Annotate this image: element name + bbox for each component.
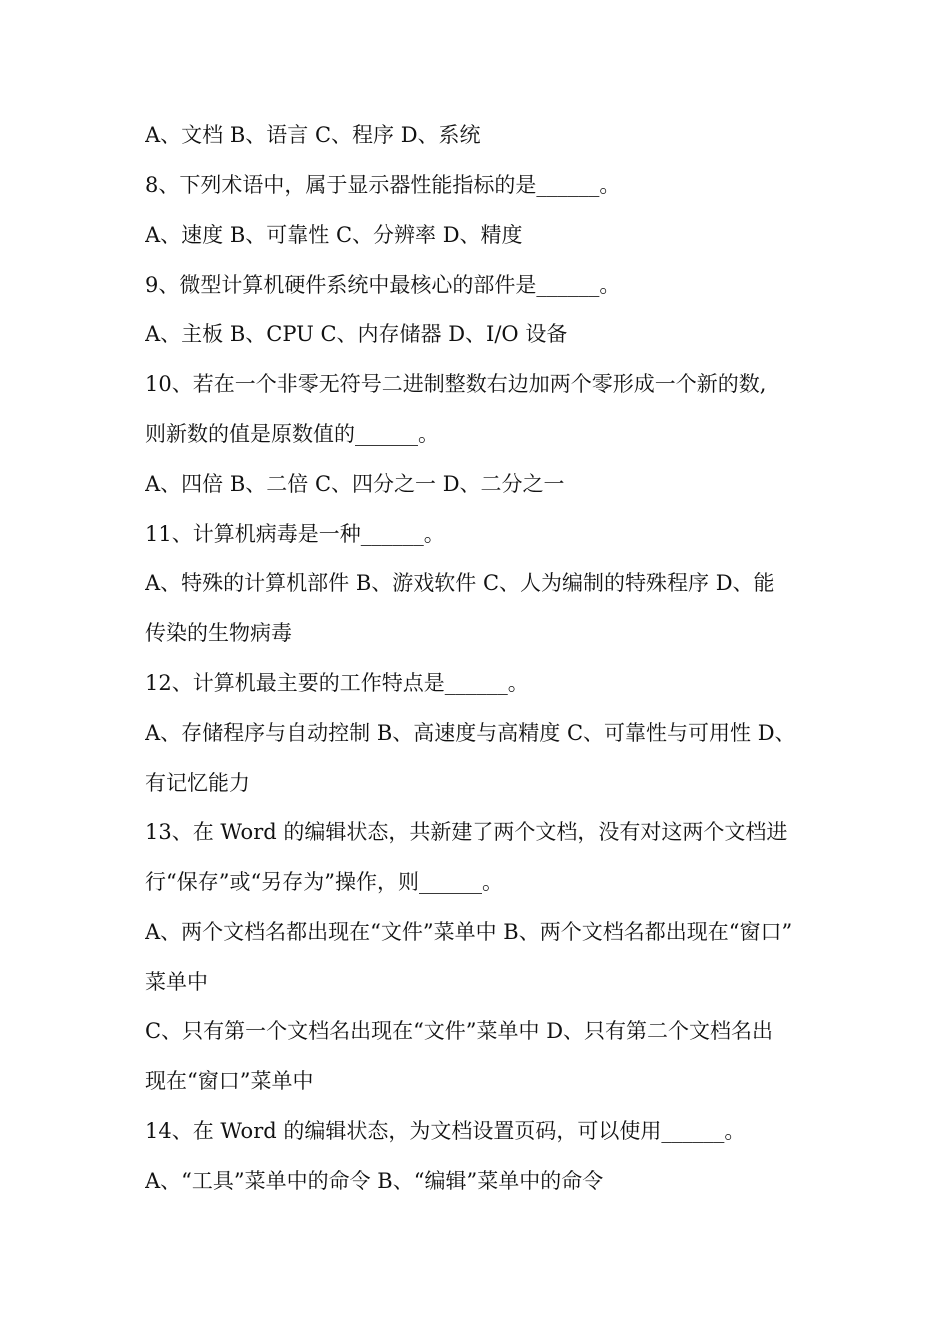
answer-options-line: A、两个文档名都出现在“文件”菜单中 B、两个文档名都出现在“窗口” xyxy=(145,920,793,944)
question-11: 11、计算机病毒是一种______。 xyxy=(145,522,445,546)
answer-options-continued: 现在“窗口”菜单中 xyxy=(145,1069,314,1093)
question-12: 12、计算机最主要的工作特点是______。 xyxy=(145,671,529,695)
answer-options-line: A、文档 B、语言 C、程序 D、系统 xyxy=(145,123,481,147)
answer-options-line: A、特殊的计算机部件 B、游戏软件 C、人为编制的特殊程序 D、能 xyxy=(145,571,775,595)
answer-options-line: A、速度 B、可靠性 C、分辨率 D、精度 xyxy=(145,223,523,247)
answer-options-line: A、主板 B、CPU C、内存储器 D、I/O 设备 xyxy=(145,322,568,346)
question-13-continued: 行“保存”或“另存为”操作，则______。 xyxy=(145,870,503,894)
answer-options-continued: 菜单中 xyxy=(145,970,208,994)
answer-options-line: A、四倍 B、二倍 C、四分之一 D、二分之一 xyxy=(145,472,565,496)
answer-options-continued: 传染的生物病毒 xyxy=(145,621,292,645)
answer-options-line: A、“工具”菜单中的命令 B、“编辑”菜单中的命令 xyxy=(145,1169,604,1193)
question-13: 13、在 Word 的编辑状态，共新建了两个文档，没有对这两个文档进 xyxy=(145,820,788,844)
question-10-continued: 则新数的值是原数值的______。 xyxy=(145,422,439,446)
answer-options-line: A、存储程序与自动控制 B、高速度与高精度 C、可靠性与可用性 D、 xyxy=(145,721,796,745)
question-14: 14、在 Word 的编辑状态，为文档设置页码，可以使用______。 xyxy=(145,1119,746,1143)
question-8: 8、下列术语中，属于显示器性能指标的是______。 xyxy=(145,173,621,197)
question-10: 10、若在一个非零无符号二进制整数右边加两个零形成一个新的数, xyxy=(145,372,767,396)
answer-options-continued: 有记忆能力 xyxy=(145,771,250,795)
answer-options-line: C、只有第一个文档名出现在“文件”菜单中 D、只有第二个文档名出 xyxy=(145,1019,774,1043)
question-9: 9、微型计算机硬件系统中最核心的部件是______。 xyxy=(145,273,621,297)
